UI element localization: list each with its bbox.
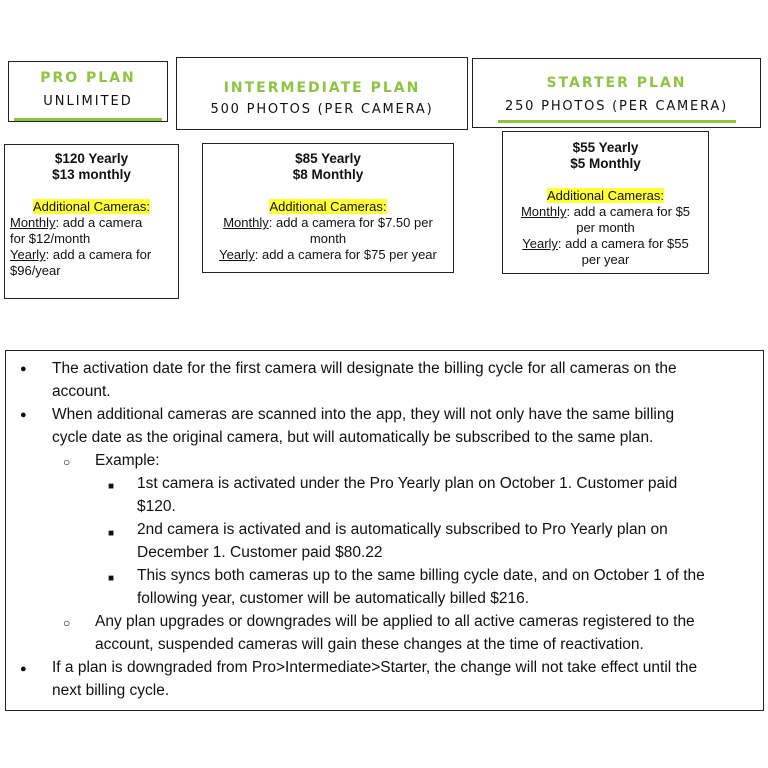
starter-plan-underline (498, 120, 736, 123)
pro-yearly-text-2: $96/year (10, 263, 61, 278)
intermediate-price-monthly: $8 Monthly (292, 167, 364, 182)
note-example-2-line-2: December 1. Customer paid $80.22 (137, 544, 383, 561)
note-downgrade-line-1: If a plan is downgraded from Pro>Intermediate>Starter, the change will not take effect until the (52, 659, 698, 676)
note-additional-line-1: When additional cameras are scanned into the app, they will not only have the same billing (52, 406, 675, 423)
note-downgrade-timing (52, 656, 697, 702)
intermediate-plan-title: INTERMEDIATE PLAN (223, 80, 421, 96)
note-example-2 (137, 518, 668, 564)
starter-price-monthly: $5 Monthly (570, 156, 641, 171)
starter-monthly-text-2: per month (576, 220, 635, 235)
note-upgrades-line-2: account, suspended cameras will gain these changes at the time of reactivation. (95, 636, 644, 653)
note-example-2-line-1: 2nd camera is activated and is automatically subscribed to Pro Yearly plan on (137, 521, 668, 538)
starter-monthly-text-1: : add a camera for $5 (566, 204, 691, 219)
starter-monthly-label: Monthly (520, 204, 567, 219)
bullet-square: ■ (108, 573, 115, 584)
bullet-circle: ○ (63, 455, 71, 469)
pro-plan-header (8, 61, 168, 122)
intermediate-monthly-text-1: : add a camera for $7.50 per (268, 215, 433, 230)
note-example-1-line-2: $120. (137, 498, 176, 515)
intermediate-pricing-box (202, 143, 454, 273)
pro-price-yearly: $120 Yearly (54, 151, 129, 166)
intermediate-monthly-label: Monthly (223, 215, 269, 230)
note-downgrade-line-2: next billing cycle. (52, 682, 170, 699)
bullet-circle: ○ (63, 616, 71, 630)
note-activation-date (52, 357, 677, 403)
pro-pricing-box (4, 144, 179, 299)
starter-price-yearly: $55 Yearly (572, 140, 639, 155)
starter-plan-subtitle: 250 PHOTOS (PER CAMERA) (505, 99, 728, 114)
note-activation-line-1: The activation date for the first camera will designate the billing cycle for all cameras on the (52, 360, 677, 377)
billing-notes-box (5, 350, 764, 711)
bullet-square: ■ (108, 528, 115, 539)
intermediate-price-yearly: $85 Yearly (295, 151, 361, 166)
starter-yearly-text-1: : add a camera for $55 (557, 236, 689, 251)
bullet-dot: ● (20, 663, 27, 675)
note-additional-line-2: cycle date as the original camera, but will automatically be subscribed to the same plan. (52, 429, 654, 446)
note-activation-line-2: account. (52, 383, 111, 400)
pro-monthly-text-2: for $12/month (10, 231, 91, 246)
bullet-dot: ● (20, 409, 27, 421)
pro-monthly-label: Monthly (10, 215, 56, 230)
starter-yearly-text-2: per year (581, 252, 630, 267)
starter-pricing-box (502, 131, 709, 274)
pro-price-monthly: $13 monthly (52, 167, 131, 182)
intermediate-yearly-label: Yearly (219, 247, 255, 262)
pro-monthly-text-1: : add a camera (55, 215, 143, 230)
intermediate-plan-subtitle: 500 PHOTOS (PER CAMERA) (210, 102, 434, 117)
note-additional-cameras (52, 403, 674, 449)
note-example-3-line-1: This syncs both cameras up to the same billing cycle date, and on October 1 of the (137, 567, 705, 584)
bullet-square: ■ (108, 481, 115, 492)
note-example-1-line-1: 1st camera is activated under the Pro Yearly plan on October 1. Customer paid (137, 475, 678, 492)
pro-yearly-text-1: : add a camera for (45, 247, 152, 262)
intermediate-plan-header (176, 57, 468, 130)
pro-plan-subtitle: UNLIMITED (43, 94, 133, 109)
pro-yearly-label: Yearly (10, 247, 46, 262)
bullet-dot: ● (20, 363, 27, 375)
intermediate-monthly-text-2: month (309, 231, 347, 246)
intermediate-yearly-text-1: : add a camera for $75 per year (254, 247, 437, 262)
note-example-3 (137, 564, 705, 610)
note-example-1 (137, 472, 677, 518)
note-example-3-line-2: following year, customer will be automatically billed $216. (137, 590, 530, 607)
starter-yearly-label: Yearly (522, 236, 558, 251)
pro-additional-label: Additional Cameras: (32, 199, 151, 214)
pro-plan-underline (14, 118, 162, 121)
pro-plan-title: PRO PLAN (40, 70, 136, 86)
note-example-label: Example: (95, 452, 160, 469)
starter-plan-title: STARTER PLAN (546, 75, 687, 91)
note-upgrades-line-1: Any plan upgrades or downgrades will be applied to all active cameras registered to the (95, 613, 695, 630)
starter-plan-header (472, 58, 761, 128)
starter-additional-label: Additional Cameras: (546, 188, 665, 203)
intermediate-additional-label: Additional Cameras: (269, 199, 387, 214)
note-upgrades-downgrades (95, 610, 695, 656)
